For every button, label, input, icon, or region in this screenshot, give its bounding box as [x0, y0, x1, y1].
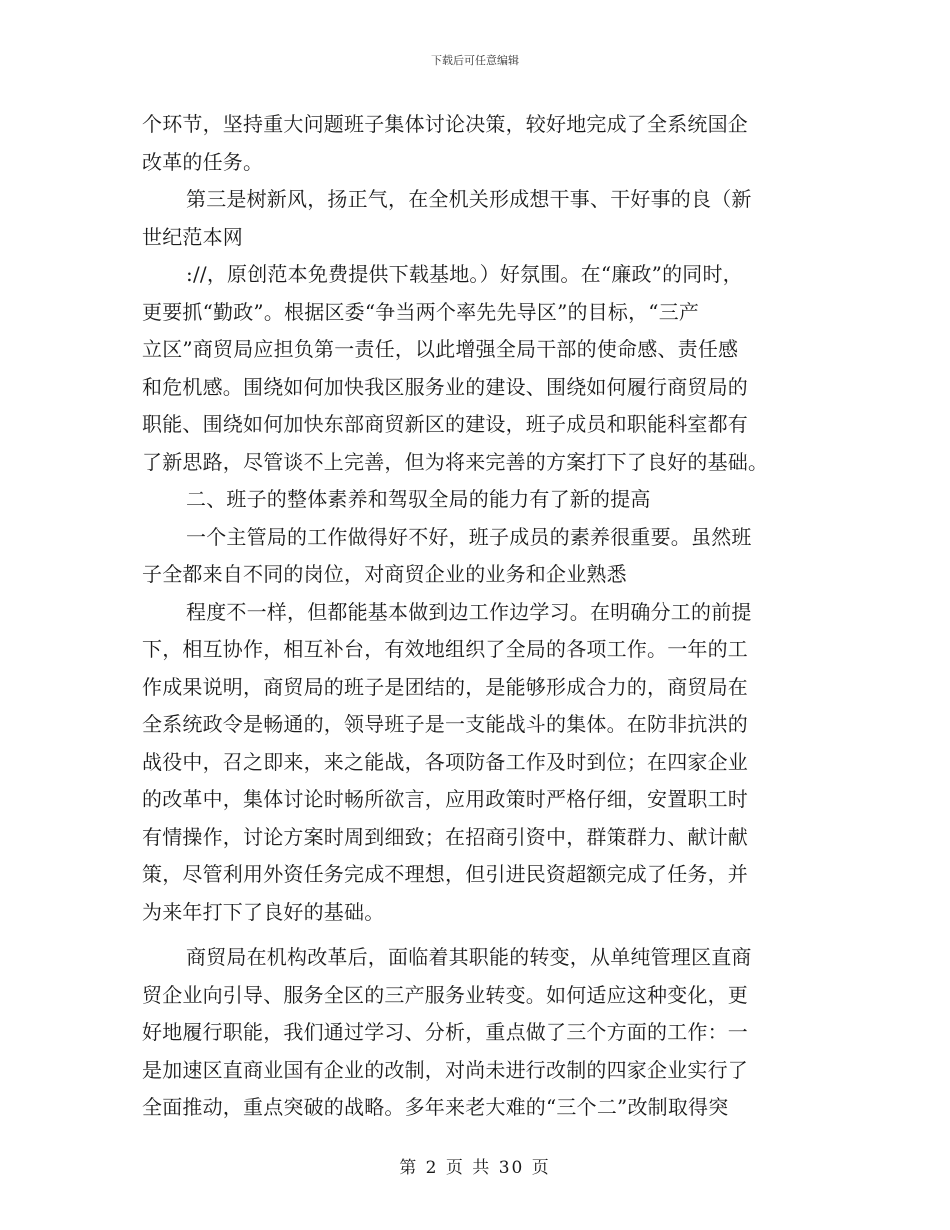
section-heading: 二、班子的整体素养和驾驭全局的能力有了新的提高	[186, 487, 651, 511]
text-line: 立区”商贸局应担负第一责任，以此增强全局干部的使命感、责任感	[142, 337, 739, 361]
paragraph-gap	[142, 931, 810, 939]
text-line: 改革的任务。	[142, 149, 264, 174]
text-line: 有情操作，讨论方案时周到细致；在招商引资中，群策群力、献计献	[142, 824, 748, 849]
text-line: 和危机感。围绕如何加快我区服务业的建设、围绕如何履行商贸局的	[142, 374, 748, 399]
text-line: 程度不一样，但都能基本做到边工作边学习。在明确分工的前提	[186, 599, 752, 624]
text-line: 全面推动，重点突破的战略。多年来老大难的“三个二”改制取得突	[142, 1095, 729, 1119]
document-body	[142, 106, 810, 1127]
text-line: 贸企业向引导、服务全区的三产服务业转变。如何适应这种变化，更	[142, 982, 748, 1007]
text-line: 了新思路，尽管谈不上完善，但为将来完善的方案打下了良好的基础。	[142, 449, 769, 474]
text-line: 一个主管局的工作做得好不好，班子成员的素养很重要。虽然班	[186, 524, 752, 549]
text-line: 策，尽管利用外资任务完成不理想，但引进民资超额完成了任务，并	[142, 862, 748, 886]
text-line: 商贸局在机构改革后，面临着其职能的转变，从单纯管理区直商	[186, 945, 752, 969]
page-number-footer: 第 2 页 共 30 页	[399, 1158, 551, 1178]
text-line: 的改革中，集体讨论时畅所欲言，应用政策时严格仔细，安置职工时	[142, 787, 748, 811]
text-line: 个环节，坚持重大问题班子集体讨论决策，较好地完成了全系统国企	[142, 112, 748, 136]
text-line: 子全都来自不同的岗位，对商贸企业的业务和企业熟悉	[142, 562, 627, 586]
text-line: 更要抓“勤政”。根据区委“争当两个率先先导区”的目标，“三产	[142, 299, 700, 324]
text-line: 好地履行职能，我们通过学习、分析，重点做了三个方面的工作：一	[142, 1020, 748, 1044]
text-line: 为来年打下了良好的基础。	[142, 899, 385, 924]
page-header-note: 下载后可任意编辑	[431, 54, 519, 67]
text-line: 下，相互协作，相互补台，有效地组织了全局的各项工作。一年的工	[142, 637, 748, 661]
text-line: 世纪范本网	[142, 224, 243, 249]
text-line: 全系统政令是畅通的，领导班子是一支能战斗的集体。在防非抗洪的	[142, 712, 748, 736]
text-line: 第三是树新风，扬正气，在全机关形成想干事、干好事的良（新	[186, 187, 752, 211]
text-line: 职能、围绕如何加快东部商贸新区的建设，班子成员和职能科室都有	[142, 412, 748, 436]
text-line: ://，原创范本免费提供下载基地。）好氛围。在“廉政”的同时，	[186, 262, 743, 286]
text-line: 是加速区直商业国有企业的改制，对尚未进行改制的四家企业实行了	[142, 1057, 748, 1082]
text-line: 作成果说明，商贸局的班子是团结的，是能够形成合力的，商贸局在	[142, 674, 748, 699]
text-line: 战役中，召之即来，来之能战，各项防备工作及时到位；在四家企业	[142, 749, 748, 774]
